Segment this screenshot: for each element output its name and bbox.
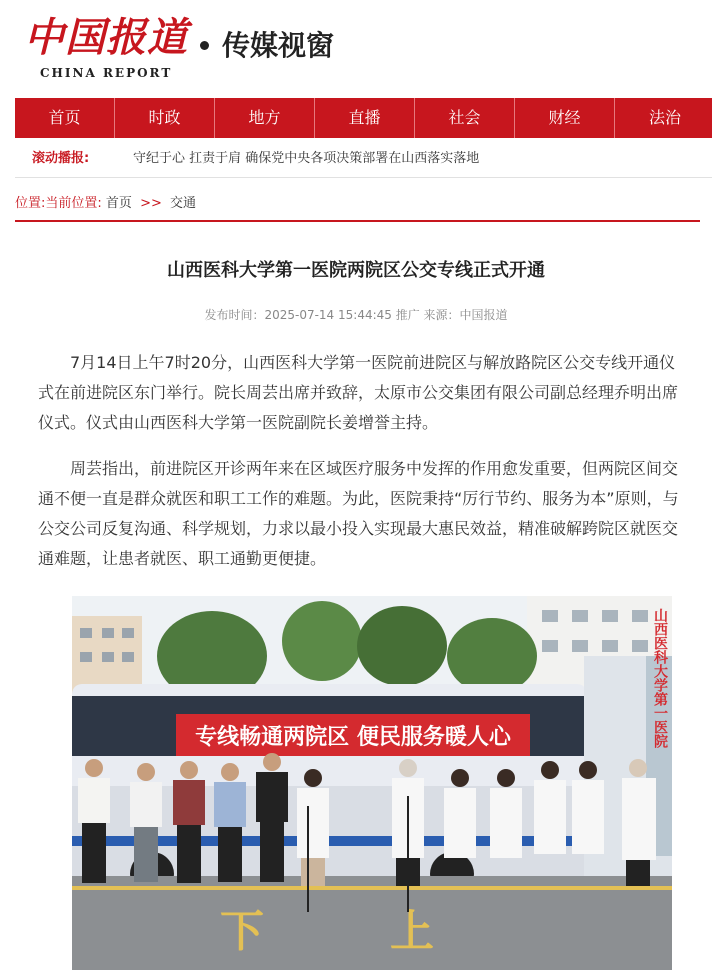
article-paragraph: 周芸指出，前进院区开诊两年来在区域医疗服务中发挥的作用愈发重要，但两院区间交通不便一直是群众就医和职工工作的难题。为此，医院秉持“厉行节约、服务为本”原则，与公交公司反复沟通、科学规划，力求以最小投入实现最大惠民效益，精准破解跨院区就医交通难题，让患者就医、职工通勤更便捷。: [38, 459, 679, 568]
breadcrumb-label: 位置:当前位置:: [15, 196, 102, 211]
site-logo-english: CHINA REPORT: [40, 66, 173, 80]
building-sign-text: 山西医科大学第一医院: [652, 608, 668, 748]
breadcrumb-home-link[interactable]: 首页: [105, 196, 132, 211]
nav-item-local[interactable]: 地方: [215, 98, 315, 138]
main-nav: [15, 98, 712, 138]
nav-item-live[interactable]: 直播: [315, 98, 415, 138]
nav-item-politics[interactable]: 时政: [115, 98, 215, 138]
ticker-label: 滚动播报:: [32, 151, 90, 166]
article-photo: [72, 596, 672, 970]
breadcrumb-separator: >>: [140, 196, 162, 211]
article-meta: 发布时间：2025-07-14 15:44:45 推广 来源：中国报道: [204, 308, 508, 322]
nav-item-law[interactable]: 法治: [648, 108, 681, 127]
ticker-headline[interactable]: 守纪于心 扛责于肩 确保党中央各项决策部署在山西落实落地: [133, 151, 480, 166]
photo-illustration: [72, 596, 672, 970]
breadcrumb-section-link[interactable]: 交通: [170, 196, 197, 211]
nav-item-home[interactable]: 首页: [15, 98, 115, 138]
article-paragraph: 7月14日上午7时20分，山西医科大学第一医院前进院区与解放路院区公交专线开通仪式在前进院区东门举行。院长周芸出席并致辞，太原市公交集团有限公司副总经理乔明出席仪式。仪式由山西医科大学第一医院副院长姜增誉主持。: [38, 353, 679, 432]
breadcrumb: [15, 192, 700, 222]
separator-dot: [200, 41, 209, 50]
nav-item-finance[interactable]: 财经: [515, 98, 615, 138]
site-logo[interactable]: 中国报道: [24, 14, 188, 61]
banner-text: 专线畅通两院区 便民服务暖人心: [195, 725, 511, 750]
site-header: [0, 0, 712, 92]
channel-title[interactable]: 传媒视窗: [222, 29, 335, 62]
news-ticker: [15, 140, 712, 178]
nav-item-society[interactable]: 社会: [415, 98, 515, 138]
road-marking-left: 下: [220, 906, 264, 957]
article-title: 山西医科大学第一医院两院区公交专线正式开通: [167, 260, 545, 281]
road-marking-right: 上: [390, 906, 434, 957]
